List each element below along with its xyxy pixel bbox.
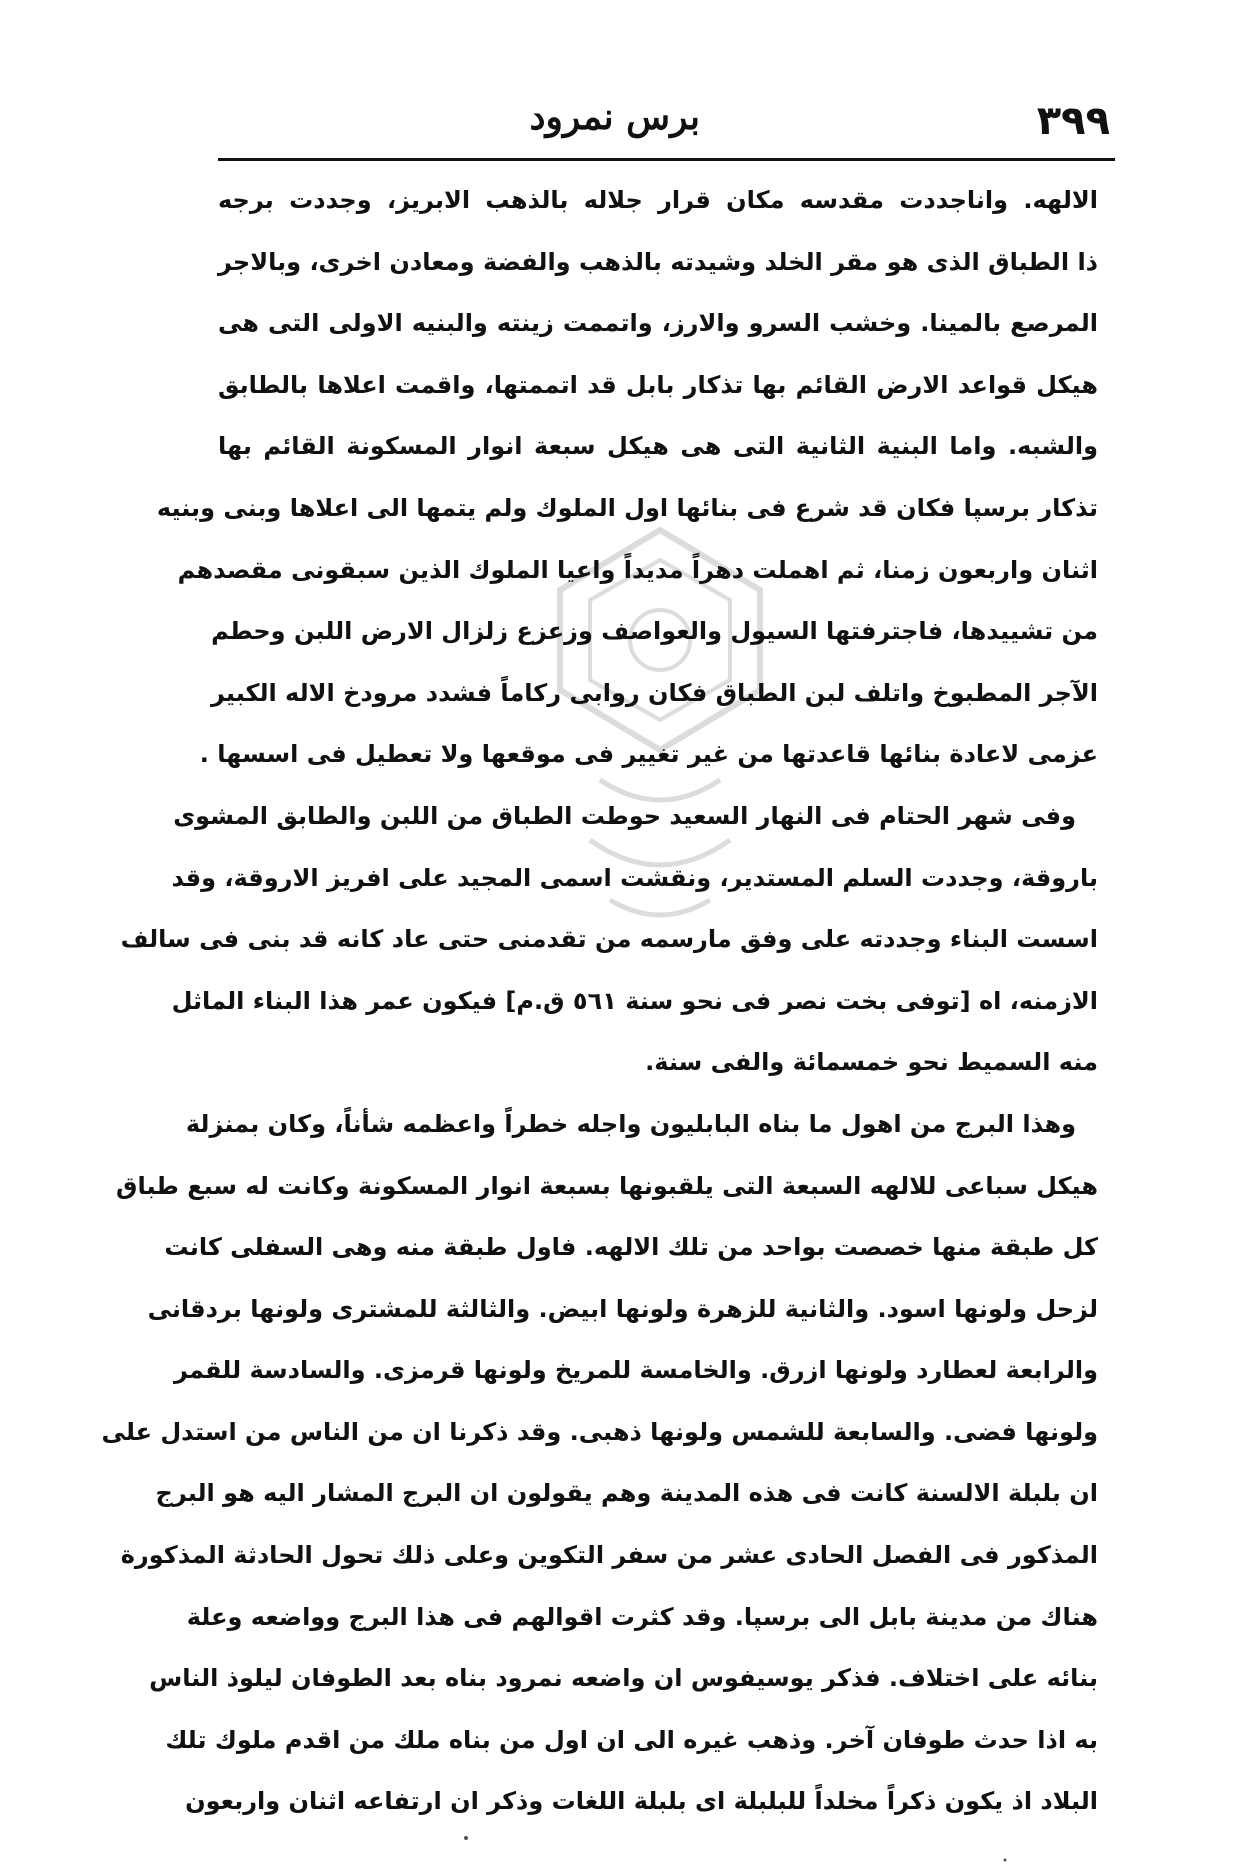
text-line: الازمنه، اه [توفى بخت نصر فى نحو سنة ٥٦١ ق.م] فيكون عمر هذا البناء الماثل xyxy=(171,986,1098,1015)
text-line: وفى شهر الحتام فى النهار السعيد حوطت الطباق من اللبن والطابق المشوى xyxy=(173,801,1076,830)
text-line: المرصع بالمينا. وخشب السرو والارز، واتممت زينته والبنيه الاولى التى هى xyxy=(218,309,1098,338)
text-line: اثنان واربعون زمنا، ثم اهملت دهراً مديداً واعيا الملوك الذين سبقونى مقصدهم xyxy=(177,555,1098,584)
text-line: ولونها فضى. والسابعة للشمس ولونها ذهبى. وقد ذكرنا ان من الناس من استدل على xyxy=(101,1417,1098,1446)
text-line: باروقة، وجددت السلم المستدير، ونقشت اسمى المجيد على افريز الاروقة، وقد xyxy=(171,863,1098,892)
page-number: ٣٩٩ xyxy=(1036,98,1110,144)
text-line: عزمى لاعادة بنائها قاعدتها من غير تغيير فى موقعها ولا تعطيل فى اسسها . xyxy=(199,740,1098,769)
text-line: اسست البناء وجددته على وفق مارسمه من تقدمنى حتى عاد كانه قد بنى فى سالف xyxy=(120,925,1098,954)
paragraph-1 xyxy=(156,170,1098,786)
text-line: وهذا البرج من اهول ما بناه البابليون واجله خطراً واعظمه شأناً، وكان بمنزلة xyxy=(185,1109,1076,1138)
text-line: والشبه. واما البنية الثانية التى هى هيكل سبعة انوار المسكونة القائم بها xyxy=(218,432,1098,461)
text-line: بنائه على اختلاف. فذكر يوسيفوس ان واضعه نمرود بناه بعد الطوفان ليلوذ الناس xyxy=(149,1664,1098,1693)
page-header xyxy=(218,92,1110,158)
text-line: ان بلبلة الالسنة كانت فى هذه المدينة وهم يقولون ان البرج المشار اليه هو البرج xyxy=(155,1479,1098,1508)
header-rule xyxy=(218,158,1115,161)
paragraph-2 xyxy=(120,786,1098,1094)
text-line: من تشييدها، فاجترفتها السيول والعواصف وزعزع زلزال الارض اللبن وحطم xyxy=(211,617,1098,646)
text-line: منه السميط نحو خمسمائة والفى سنة. xyxy=(645,1048,1098,1077)
text-line: ذا الطباق الذى هو مقر الخلد وشيدته بالذهب والفضة ومعادن اخرى، وبالاجر xyxy=(218,247,1098,276)
paragraph-3 xyxy=(101,1094,1098,1833)
text-line: هيكل قواعد الارض القائم بها تذكار بابل قد اتممتها، واقمت اعلاها بالطابق xyxy=(218,370,1098,399)
text-line: به اذا حدث طوفان آخر. وذهب غيره الى ان اول من بناه ملك من اقدم ملوك تلك xyxy=(165,1725,1098,1754)
body-text xyxy=(101,170,1098,1833)
running-title: برس نمرود xyxy=(529,96,700,138)
text-line: والرابعة لعطارد ولونها ازرق. والخامسة للمريخ ولونها قرمزى. والسادسة للقمر xyxy=(174,1356,1098,1385)
text-line: لزحل ولونها اسود. والثانية للزهرة ولونها ابيض. والثالثة للمشترى ولونها بردقانى xyxy=(147,1294,1098,1323)
text-line: هيكل سباعى للالهه السبعة التى يلقبونها بسبعة انوار المسكونة وكانت له سبع طباق xyxy=(116,1171,1098,1200)
text-line: المذكور فى الفصل الحادى عشر من سفر التكوين وعلى ذلك تحول الحادثة المذكورة xyxy=(120,1541,1098,1570)
text-line: الآجر المطبوخ واتلف لبن الطباق فكان روابى ركاماً فشدد مرودخ الاله الكبير xyxy=(210,678,1098,707)
text-line: كل طبقة منها خصصت بواحد من تلك الالهه. فاول طبقة منه وهى السفلى كانت xyxy=(164,1233,1098,1262)
text-line: تذكار برسپا فكان قد شرع فى بنائها اول الملوك ولم يتمها الى اعلاها وبنى وبنيه xyxy=(156,493,1098,522)
text-line: الالهه. واناجددت مقدسه مكان قرار جلاله بالذهب الابريز، وجددت برجه xyxy=(218,186,1098,214)
text-line: هناك من مدينة بابل الى برسپا. وقد كثرت اقوالهم فى هذا البرج وواضعه وعلة xyxy=(186,1602,1098,1631)
text-line: البلاد اذ يكون ذكراً مخلداً للبلبلة اى بلبلة اللغات وذكر ان ارتفاعه اثنان واربعون xyxy=(185,1787,1098,1816)
